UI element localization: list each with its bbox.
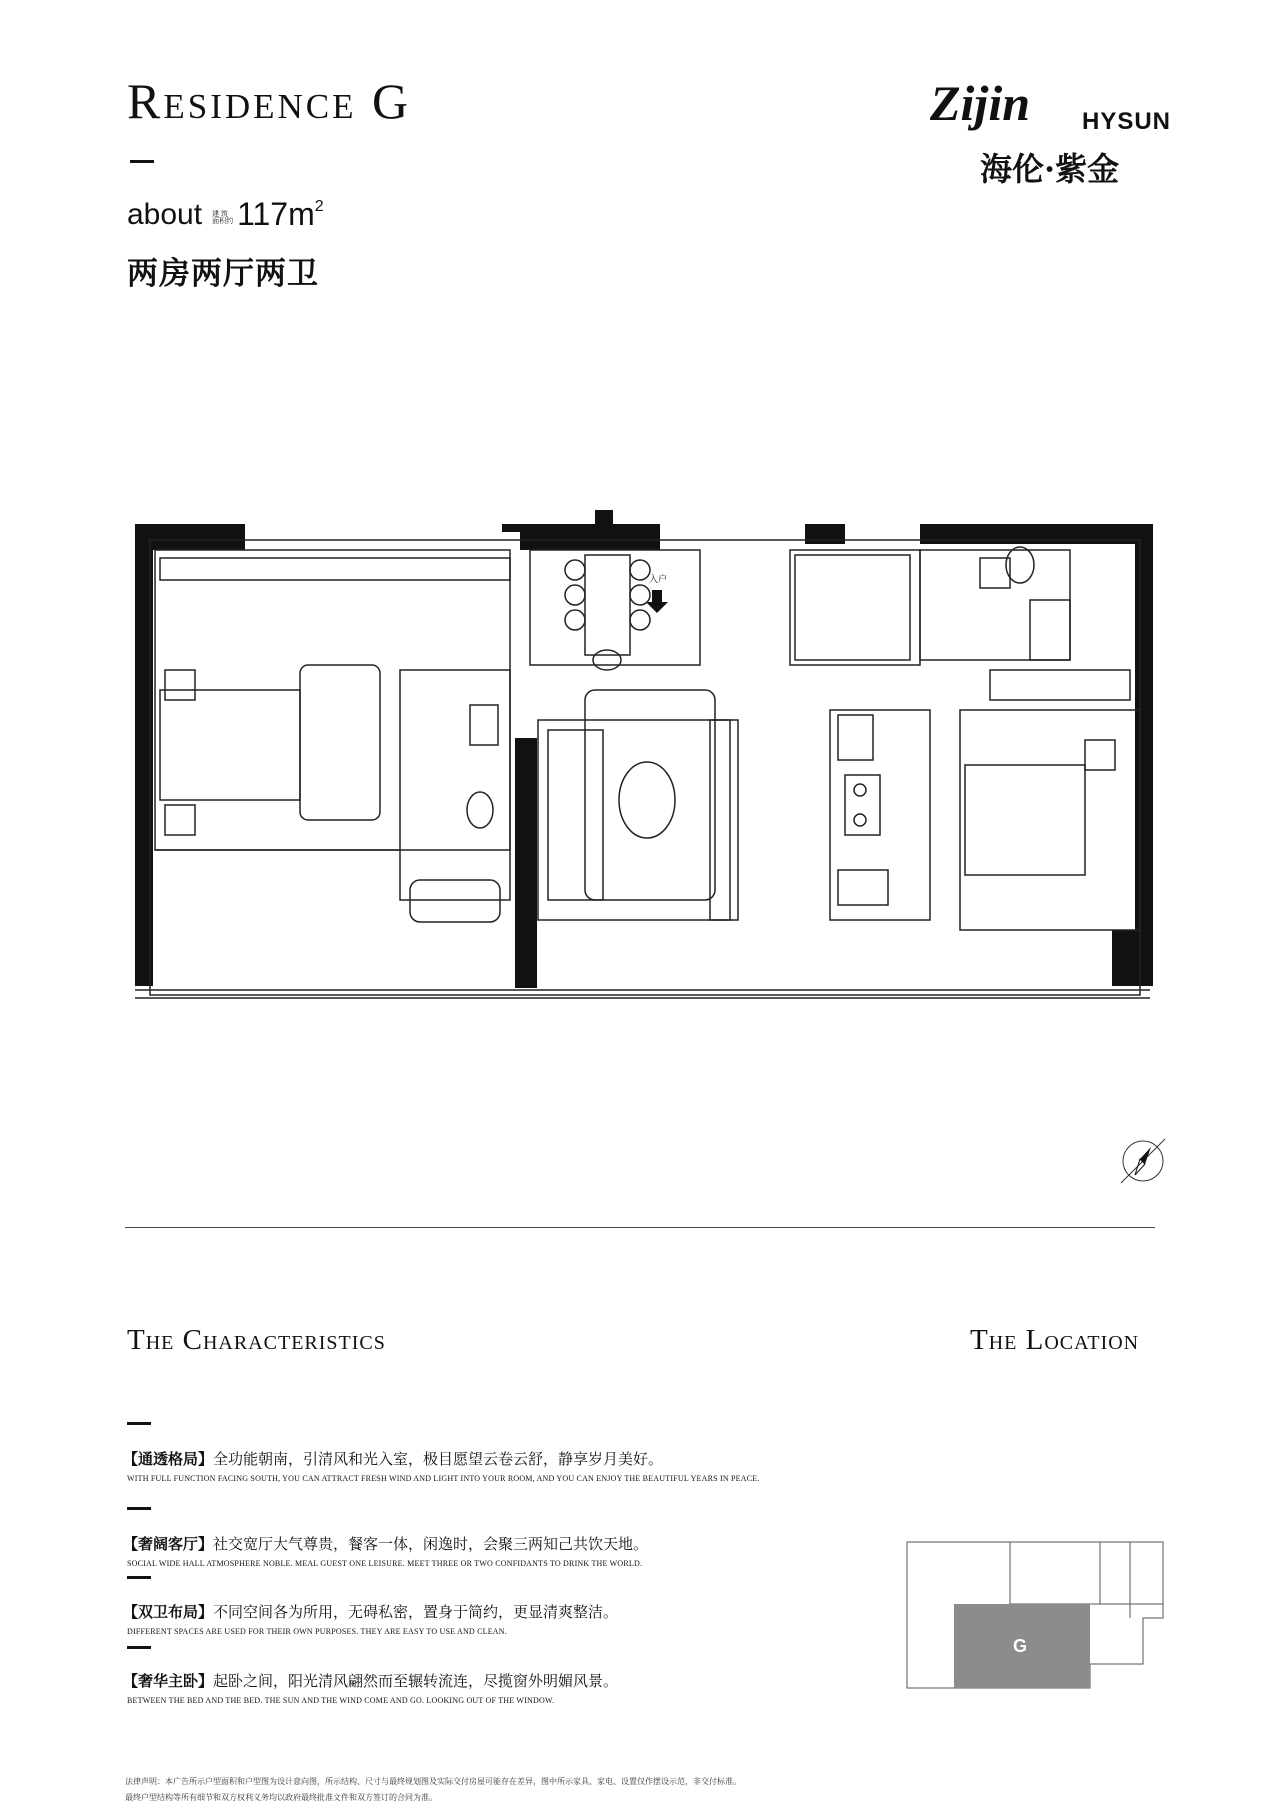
feature-3-cn [123,1605,618,1620]
area-prefix: about [127,198,203,231]
area-label-line2: 面积约 [212,218,234,226]
feature-divider-4 [127,1646,151,1649]
rug [585,690,715,900]
logo-name-cn: 海伦·紫金 [980,150,1120,188]
feature-divider-3 [127,1576,151,1579]
location-heading: The Location [970,1324,1140,1356]
wall-north-4 [805,524,845,544]
area-label [212,211,233,226]
page-title: Residence G [127,73,412,129]
wall-east-corner [1112,930,1136,986]
master-lamp-2 [165,805,195,835]
tv-console [710,720,730,920]
dining-area [530,550,700,665]
feature-4-tag: 【奢华主卧】 [123,1673,214,1690]
dining-table [585,555,630,655]
toilet-master [467,792,493,828]
logo-name-en: Zijin [930,75,1031,131]
area-info [127,190,324,230]
wall-north-5 [920,524,1152,544]
feature-1-text: 全功能朝南，引清风和光入室，极目愿望云卷云舒，静享岁月美好。 [213,1451,664,1468]
feature-divider-1 [127,1422,151,1425]
wall-north-stub [595,510,613,524]
layout-type: 两房两厅两卫 [127,256,319,291]
second-bedroom [960,710,1140,930]
feature-1-cn [123,1452,663,1467]
master-bedroom [155,550,510,850]
second-lamp [1085,740,1115,770]
kitchen-sink [838,870,888,905]
feature-4-en: BETWEEN THE BED AND THE BED. THE SUN AND THE WIND COME AND GO. LOOKING OUT OF THE WINDOW. [127,1696,555,1705]
fridge [838,715,873,760]
wall-living-west [515,738,537,988]
feature-4-text: 起卧之间，阳光清风翩然而至辗转流连，尽揽窗外明媚风景。 [213,1673,619,1690]
feature-4-cn [123,1674,618,1689]
entrance-label: 入户 [649,575,668,585]
area-value: 117 [237,196,289,232]
floor-plan [130,510,1160,1010]
legal-line-2: 最终户型结构等所有细节和双方权利义务均以政府最终批准文件和双方签订的合同为准。 [125,1793,437,1802]
title-divider [130,160,154,163]
legal-line-1: 法律声明：本广告所示户型面积和户型图为设计意向图，所示结构、尺寸与最终规划图及实际交付房屋可能存在差异，图中所示家具、家电、设置仅作摆设示范，非交付标准。 [125,1777,741,1786]
feature-1-en: WITH FULL FUNCTION FACING SOUTH, YOU CAN ATTRACT FRESH WIND AND LIGHT INTO YOUR ROOM, AND YOU CAN ENJOY THE BEAUTIFUL YEARS IN PEACE. [127,1474,760,1483]
area-unit: $m^2$ [288,196,324,232]
wall-north-1 [135,524,245,550]
coffee-table [619,762,675,838]
second-bed [965,765,1085,875]
section-divider [125,1227,1155,1228]
compass-icon [1115,1133,1171,1194]
master-wardrobe-top [160,558,510,580]
feature-3-tag: 【双卫布局】 [123,1604,214,1621]
study-inner [795,555,910,660]
unit-g-label: G [1013,1636,1028,1656]
sofa [548,730,603,900]
feature-1-tag: 【通透格局】 [123,1451,214,1468]
feature-3-en: DIFFERENT SPACES ARE USED FOR THEIR OWN PURPOSES. THEY ARE EASY TO USE AND CLEAN. [127,1627,507,1636]
sink-master [470,705,498,745]
shower [1030,600,1070,660]
second-wardrobe [990,670,1130,700]
feature-2-cn [123,1537,648,1552]
master-bed-platform [300,665,380,820]
living-room [538,720,738,920]
location-map [905,1540,1165,1695]
feature-2-tag: 【奢阔客厅】 [123,1536,214,1553]
wall-north-3 [520,524,660,550]
feature-3-text: 不同空间各为所用，无碍私密，置身于简约，更显清爽整洁。 [213,1604,619,1621]
wall-east [1135,524,1153,986]
feature-2-text: 社交宽厅大气尊贵，餐客一体，闲逸时，会聚三两知己共饮天地。 [213,1536,649,1553]
feature-divider-2 [127,1507,151,1510]
second-bath [920,550,1070,660]
master-lamp-1 [165,670,195,700]
bathtub [410,880,500,922]
characteristics-heading: The Characteristics [127,1324,386,1356]
area-label-line1: 建 筑 [212,210,229,218]
study [790,550,920,665]
feature-2-en: SOCIAL WIDE HALL ATMOSPHERE NOBLE. MEAL GUEST ONE LEISURE. MEET THREE OR TWO CONFIDANTS TO DRINK THE WORLD. [127,1559,643,1568]
master-bed [160,690,300,800]
logo-brand-en: HYSUN [1082,108,1172,135]
outline [150,540,1140,995]
wall-north-2 [502,524,520,532]
